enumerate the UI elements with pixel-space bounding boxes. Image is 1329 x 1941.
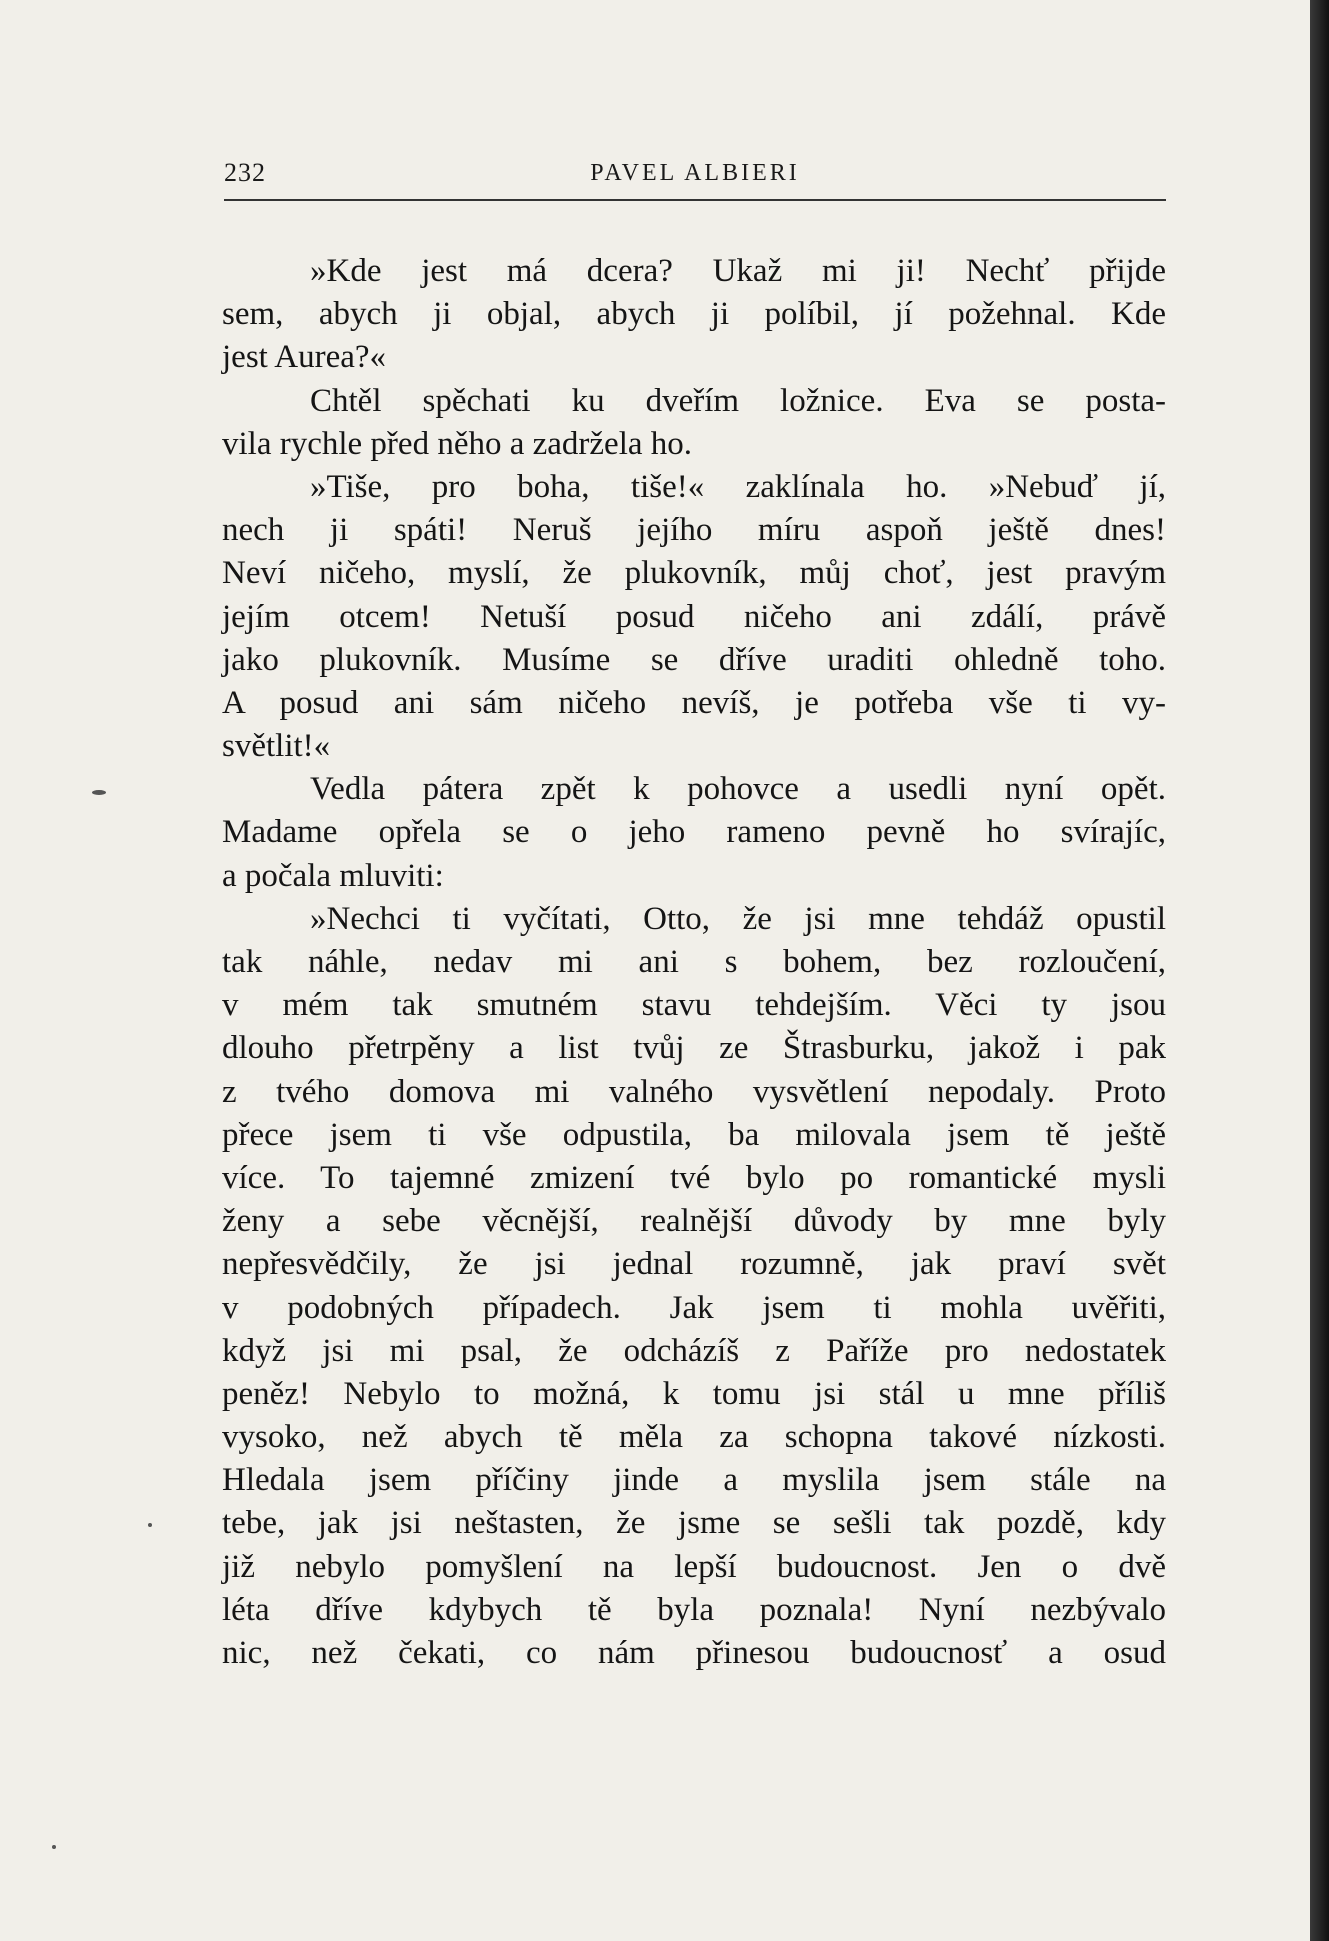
text-line: ženy a sebe věcnější, realnější důvody by mne byly bbox=[222, 1203, 1166, 1240]
text-line: »Tiše, pro boha, tiše!« zaklínala ho. »Nebuď jí, bbox=[310, 468, 1166, 505]
text-line: vila rychle před něho a zadržela ho. bbox=[222, 425, 693, 462]
running-head: PAVEL ALBIERI bbox=[590, 160, 800, 186]
text-line: nic, než čekati, co nám přinesou budoucnosť a osud bbox=[222, 1635, 1166, 1671]
body-text bbox=[222, 250, 1166, 1675]
text-line: z tvého domova mi valného vysvětlení nepodaly. Proto bbox=[222, 1073, 1166, 1110]
text-line: již nebylo pomyšlení na lepší budoucnost. Jen o dvě bbox=[222, 1548, 1166, 1585]
text-line: Chtěl spěchati ku dveřím ložnice. Eva se posta- bbox=[310, 382, 1166, 419]
paper-speck bbox=[52, 1845, 56, 1849]
paper-speck bbox=[92, 790, 106, 795]
text-line: tak náhle, nedav mi ani s bohem, bez rozloučení, bbox=[222, 944, 1166, 980]
text-line: jest Aurea?« bbox=[222, 339, 387, 376]
header-rule bbox=[224, 199, 1166, 201]
text-line: a počala mluviti: bbox=[222, 857, 444, 894]
text-line: v mém tak smutném stavu tehdejším. Věci ty jsou bbox=[222, 987, 1166, 1024]
text-line: v podobných případech. Jak jsem ti mohla uvěřiti, bbox=[222, 1289, 1166, 1326]
text-line: léta dříve kdybych tě byla poznala! Nyní nezbývalo bbox=[222, 1591, 1166, 1628]
text-line: »Nechci ti vyčítati, Otto, že jsi mne tehdáž opustil bbox=[310, 900, 1166, 937]
text-line: tebe, jak jsi neštasten, že jsme se sešli tak pozdě, kdy bbox=[222, 1505, 1166, 1542]
text-line: vysoko, než abych tě měla za schopna takové nízkosti. bbox=[222, 1419, 1166, 1456]
text-line: »Kde jest má dcera? Ukaž mi ji! Nechť přijde bbox=[310, 253, 1166, 289]
text-line: Vedla pátera zpět k pohovce a usedli nyní opět. bbox=[310, 771, 1166, 808]
text-line: Neví ničeho, myslí, že plukovník, můj choť, jest pravým bbox=[222, 555, 1166, 592]
text-line: více. To tajemné zmizení tvé bylo po romantické mysli bbox=[222, 1159, 1166, 1196]
page-number: 232 bbox=[224, 158, 266, 187]
text-line: přece jsem ti vše odpustila, ba milovala jsem tě ještě bbox=[222, 1116, 1166, 1153]
text-line: jako plukovník. Musíme se dříve uraditi ohledně toho. bbox=[222, 641, 1166, 678]
text-line: dlouho přetrpěny a list tvůj ze Štrasburku, jakož i pak bbox=[222, 1030, 1166, 1067]
paper-speck bbox=[148, 1523, 152, 1527]
text-line: nech ji spáti! Neruš jejího míru aspoň ještě dnes! bbox=[222, 512, 1166, 549]
text-line: A posud ani sám ničeho nevíš, je potřeba vše ti vy- bbox=[222, 684, 1166, 721]
text-line: sem, abych ji objal, abych ji políbil, jí požehnal. Kde bbox=[222, 296, 1166, 333]
text-line: když jsi mi psal, že odcházíš z Paříže pro nedostatek bbox=[222, 1332, 1166, 1369]
text-line: nepřesvědčily, že jsi jednal rozumně, jak praví svět bbox=[222, 1246, 1166, 1283]
text-line: Madame opřela se o jeho rameno pevně ho svírajíc, bbox=[222, 814, 1166, 851]
text-line: peněz! Nebylo to možná, k tomu jsi stál u mne příliš bbox=[222, 1375, 1166, 1412]
text-line: světlit!« bbox=[222, 728, 331, 765]
text-line: jejím otcem! Netuší posud ničeho ani zdálí, právě bbox=[222, 598, 1166, 635]
page-header bbox=[224, 152, 1166, 192]
text-line: Hledala jsem příčiny jinde a myslila jsem stále na bbox=[222, 1462, 1166, 1499]
page-edge-shadow bbox=[1310, 0, 1329, 1941]
